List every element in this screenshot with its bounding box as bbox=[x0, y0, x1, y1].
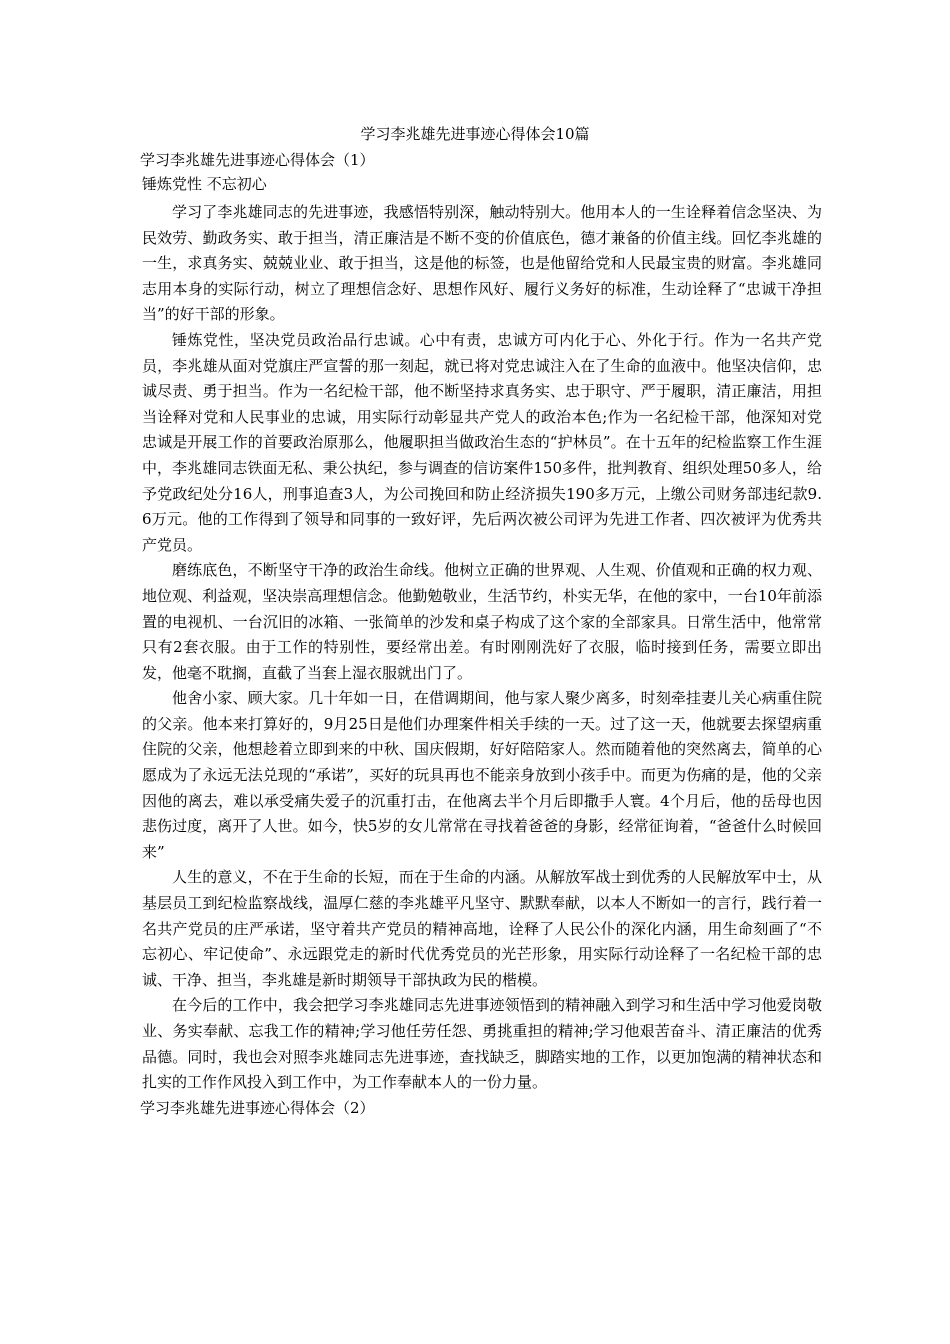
paragraph: 人生的意义，不在于生命的长短，而在于生命的内涵。从解放军战士到优秀的人民解放军中士，从基层员工到纪检监察战线，温厚仁慈的李兆雄平凡坚守、默默奉献，以本人不断如一的言行，践行着一名共产党员的庄严承诺，坚守着共产党员的精神高地，诠释了人民公仆的深化内涵，用生命刻画了“不忘初心、牢记使命”、永远跟党走的新时代优秀党员的光芒形象，用实际行动诠释了一名纪检干部的忠诚、干净、担当，李兆雄是新时期领导干部执政为民的楷模。 bbox=[142, 868, 822, 989]
paragraph: 学习了李兆雄同志的先进事迹，我感悟特别深，触动特别大。他用本人的一生诠释着信念坚决、为民效劳、勤政务实、敢于担当，清正廉洁是不断不变的价值底色，德才兼备的价值主线。回忆李兆雄的一生，求真务实、兢兢业业、敢于担当，这是他的标签，也是他留给党和人民最宝贵的财富。李兆雄同志用本身的实际行动，树立了理想信念好、思想作风好、履行义务好的标准，生动诠释了“忠诚干净担当”的好干部的形象。 bbox=[142, 203, 822, 324]
document-title: 学习李兆雄先进事迹心得体会10篇 bbox=[360, 125, 590, 143]
section-heading-1: 学习李兆雄先进事迹心得体会（1） bbox=[140, 151, 375, 169]
paragraph: 磨练底色，不断坚守干净的政治生命线。他树立正确的世界观、人生观、价值观和正确的权力观、地位观、利益观，坚决崇高理想信念。他勤勉敬业，生活节约，朴实无华，在他的家中，一台10年前添置的电视机、一台沉旧的冰箱、一张简单的沙发和桌子构成了这个家的全部家具。日常生活中，他常常只有2套衣服。由于工作的特别性，要经常出差。有时刚刚洗好了衣服，临时接到任务，需要立即出发，他毫不耽搁，直截了当套上湿衣服就出门了。 bbox=[142, 561, 822, 682]
section-subheading: 锤炼党性 不忘初心 bbox=[142, 175, 267, 193]
document-body bbox=[142, 200, 822, 1121]
paragraph: 锤炼党性，坚决党员政治品行忠诚。心中有责，忠诚方可内化于心、外化于行。作为一名共产党员，李兆雄从面对党旗庄严宣誓的那一刻起，就已将对党忠诚注入在了生命的血液中。他坚决信仰，忠诚尽责、勇于担当。作为一名纪检干部，他不断坚持求真务实、忠于职守、严于履职，清正廉洁，用担当诠释对党和人民事业的忠诚，用实际行动彰显共产党人的政治本色;作为一名纪检干部，他深知对党忠诚是开展工作的首要政治原那么，他履职担当做政治生态的“护林员”。在十五年的纪检监察工作生涯中，李兆雄同志铁面无私、秉公执纪，参与调查的信访案件150多件，批判教育、组织处理50多人，给予党政纪处分16人，刑事追查3人，为公司挽回和防止经济损失190多万元，上缴公司财务部违纪款9.6万元。他的工作得到了领导和同事的一致好评，先后两次被公司评为先进工作者、四次被评为优秀共产党员。 bbox=[142, 330, 822, 554]
paragraph: 他舍小家、顾大家。几十年如一日，在借调期间，他与家人聚少离多，时刻牵挂妻儿关心病重住院的父亲。他本来打算好的，9月25日是他们办理案件相关手续的一天。过了这一天，他就要去探望病重住院的父亲，他想趁着立即到来的中秋、国庆假期，好好陪陪家人。然而随着他的突然离去，简单的心愿成为了永远无法兑现的“承诺”，买好的玩具再也不能亲身放到小孩手中。而更为伤痛的是，他的父亲因他的离去，难以承受痛失爱子的沉重打击，在他离去半个月后即撒手人寰。4个月后，他的岳母也因悲伤过度，离开了人世。如今，快5岁的女儿常常在寻找着爸爸的身影，经常征询着，“爸爸什么时候回来” bbox=[142, 689, 822, 861]
section-heading-2: 学习李兆雄先进事迹心得体会（2） bbox=[140, 1098, 375, 1117]
paragraph: 在今后的工作中，我会把学习李兆雄同志先进事迹领悟到的精神融入到学习和生活中学习他爱岗敬业、务实奉献、忘我工作的精神;学习他任劳任怨、勇挑重担的精神;学习他艰苦奋斗、清正廉洁的优秀品德。同时，我也会对照李兆雄同志先进事迹，查找缺乏，脚踏实地的工作，以更加饱满的精神状态和扎实的工作作风投入到工作中，为工作奉献本人的一份力量。 bbox=[142, 996, 822, 1092]
